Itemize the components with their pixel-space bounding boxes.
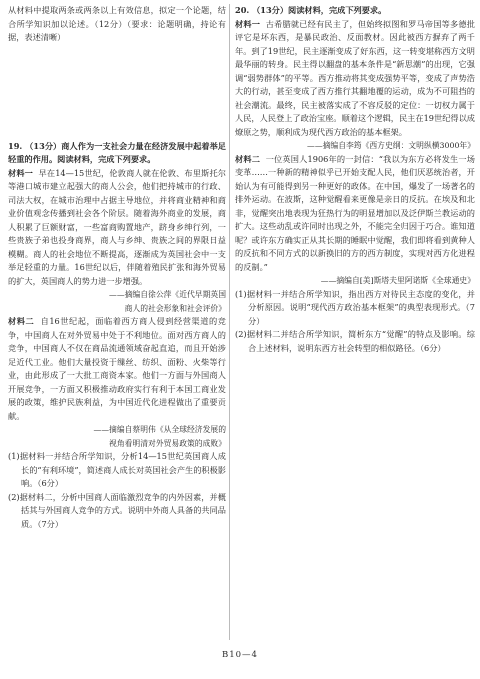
material-text: 一位英国人1906年的一封信：“我以为东方必将发生一场变革……一种新的精神似乎已开始支配人民，他们厌恶统治者，开始认为有可能得到另一种更好的政体。在中国，爆发了一场著名的排外运动。在波斯，这种觉醒看来更像是亲日的反抗。在埃及和北非，觉醒突出地表现为狂热行为的明显增加以及泛伊斯兰教运动的扩大。这些动乱或许同时出现之外，不能完全归因于巧合。谁知道呢？或许东方确实正从其长期的睡眠中觉醒，我们即将看到黄种人的反抗和不同方式的以新换旧的方的西方制度，实现对西方化进程的反制。” bbox=[235, 153, 475, 272]
q20-citation-1: ——摘编自李筠《西方史纲：文明纵横3000年》 bbox=[307, 141, 475, 150]
right-column bbox=[235, 4, 475, 355]
q20-material-2 bbox=[235, 153, 475, 275]
q20-subquestion-2: (2)据材料二并结合所学知识，简析东方“觉醒”的特点及影响。综合上述材料，说明东西方社会转型的相似路径。（6分） bbox=[235, 329, 475, 353]
q19-title: 19. （13分）商人作为一支社会力量在经济发展中起着举足轻重的作用。阅读材料，完成下列要求。 bbox=[8, 140, 226, 164]
material-label: 材料二 bbox=[235, 153, 261, 164]
q20-title: 20. （13分）阅读材料，完成下列要求。 bbox=[235, 5, 387, 15]
left-column bbox=[8, 4, 226, 531]
q19-citation-2a: ——摘编自蔡明伟《从全球经济发展的 bbox=[93, 425, 226, 434]
q19-citation-2b: 视角看明清对外贸易政策的成败》 bbox=[109, 438, 226, 448]
q20-citation-2: ——摘编自[美]斯塔夫里阿诺斯《全球通史》 bbox=[320, 276, 475, 285]
material-label: 材料二 bbox=[8, 316, 35, 326]
q20-material-1 bbox=[235, 18, 475, 140]
material-text: 古希腊就已经有民主了，但始终拟图和罗马帝国等多德批评它是坏东西，是暴民政治、反面教材。因此被西方摒弃了两千年。到了19世纪，民主逐渐变成了好东西，这一转变堪称西方文明最华丽的转身。民主得以翻盘的基本条件是“新思潮”的出现，它强调“弱势群体”的平等。西方推动将其变成强势平等，变成了声势浩大的行动，甚至变成了西方推行其翻地覆的运动，成为不可阻挡的社会潮流。最终，民主被落实成了不容反驳的定位：一切权力属于人民，人民登上了政治宝座。顺着这个逻辑，民主在19世纪得以成燎原之势，顺利成为现代西方政治的基本框架。 bbox=[235, 18, 475, 137]
q19-material-1 bbox=[8, 167, 226, 289]
page-number: B10—4 bbox=[222, 650, 258, 660]
material-text: 早在14—15世纪，伦敦商人就在伦敦、布里斯托尔等港口城市建立起强大的商人公会，他们把持城市的行政、司法大权，在城市治理中占据主导地位，并将商业精神和商业价值观念传播到社会各个阶层。随着海外商业的发展，商人积累了巨额财富，一些富商购置地产，跻身乡绅行列，一些贵族子弟也投身商界，商人与乡绅、贵族之间的界限日益模糊。商人的社会地位不断提高，逐渐成为英国社会中一支举足轻重的力量。16世纪以后，伴随着殖民扩张和海外贸易的扩大，英国商人的势力进一步增强。 bbox=[8, 167, 226, 286]
q19-citation-1b: 商人的社会形象和社会评价》 bbox=[124, 303, 226, 313]
material-text: 自16世纪起，面临着西方商人侵到经营渠道的竞争，中国商人在对外贸易中处于不利地位。面对西方商人的竞争，中国商人不仅在商品流通领域奋起直追，而且开始涉足近代工业。他们大量投资于缫丝、纺织、面粉、火柴等行业，由此形成了一大批工商资本家。他们一方面与外国商人开展竞争，一方面又积极推动政府实行有利于本国工商业发展的政策，维护民族利益，为中国近代化进程做出了重要贡献。 bbox=[8, 316, 226, 421]
q19-subquestion-2: (2)据材料二，分析中国商人面临激烈竞争的内外因素，并概括其与外国商人竞争的方式。说明中外商人具备的共同品质。（7分） bbox=[8, 491, 226, 529]
answer-space bbox=[8, 45, 226, 140]
q19-material-2 bbox=[8, 315, 226, 423]
q19-citation-1a: ——摘编自徐公萍《近代早期英国 bbox=[109, 290, 226, 299]
material-label: 材料一 bbox=[235, 18, 261, 29]
material-label: 材料一 bbox=[8, 167, 34, 178]
q19-subquestion-1: (1)据材料一并结合所学知识，分析14—15世纪英国商人成长的“有利环境”，简述商人成长对英国社会产生的积极影响。（6分） bbox=[8, 451, 226, 488]
q18-task-intro: 从材料中提取两条或两条以上有效信息，拟定一个论题，结合所学知识加以论述。（12分）（要求：论题明确，持论有据，表述清晰） bbox=[8, 5, 226, 42]
column-divider bbox=[229, 4, 230, 640]
q20-subquestion-1: (1)据材料一并结合所学知识，指出西方对待民主态度的变化，并分析原因。说明“现代西方政治基本框架”的典型表现形式。（7分） bbox=[235, 288, 475, 326]
